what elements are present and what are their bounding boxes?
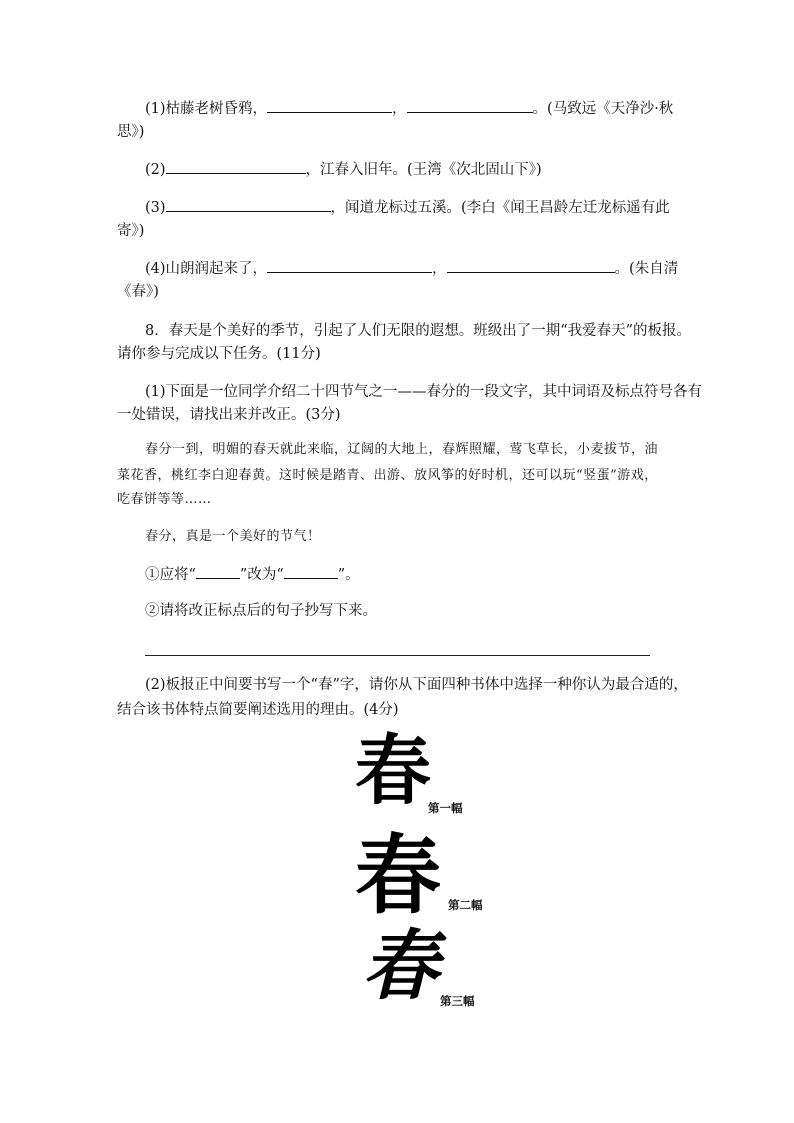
calligraphy-sample-2: 春 [355,825,441,926]
calligraphy-caption-1: 第一幅 [428,801,463,815]
calligraphy-sample-1: 春 [355,726,431,815]
q7-item1-source: 。(马致远《天净沙·秋 [532,101,674,117]
q8-sub1-line [145,564,360,586]
calligraphy-sample-3: 春 [362,921,438,1010]
q8-sub2-line: ②请将改正标点后的句子抄写下来。 [145,603,377,619]
q8-sub1-blank-a[interactable] [196,564,240,579]
q7-item1-blank-a[interactable] [267,98,392,113]
q8-sub1-middle: ”改为“ [239,567,284,583]
q7-item3-prefix: (3) [145,200,166,216]
passage-line3: 吃春饼等等…… [117,492,212,507]
q8-part2-line2: 结合该书体特点简要阐述选用的理由。(4分) [117,702,399,718]
q7-item2-blank[interactable] [166,159,306,174]
q7-item1-blank-b[interactable] [407,98,533,113]
q7-item1-line [145,98,673,120]
q8-part2-line1: (2)板报正中间要书写一个“春”字，请你从下面四种书体中选择一种你认为最合适的， [145,677,688,693]
q7-item2-prefix: (2) [145,162,166,178]
q7-item2-source: ，江春入旧年。(王湾《次北固山下》) [305,162,542,178]
q7-item4-source: 。(朱自清 [614,261,679,277]
calligraphy-caption-2: 第二幅 [448,898,483,912]
q7-item3-cont: 寄》) [117,223,145,239]
q7-item4-blank-a[interactable] [267,258,432,273]
q7-item3-blank[interactable] [166,197,331,212]
calligraphy-caption-3: 第三幅 [440,994,475,1008]
q7-item4-line [145,258,678,280]
passage-line1: 春分一到，明媚的春天就此来临，辽阔的大地上，春辉照耀，莺飞草长，小麦拔节，油 [145,442,659,457]
q8-part1-line2: 一处错误，请找出来并改正。(3分) [117,407,341,423]
q7-item3-source: ，闻道龙标过五溪。(李白《闻王昌龄左迁龙标遥有此 [330,200,670,216]
answer-line[interactable] [145,655,650,656]
q7-item1-cont: 思》) [117,124,145,140]
q7-item1-prefix: (1)枯藤老树昏鸦， [145,101,268,117]
q8-sub1-blank-b[interactable] [284,564,338,579]
q7-item1-comma: ， [392,101,407,117]
passage-line4: 春分，真是一个美好的节气！ [145,529,321,544]
q8-stem-line2: 请你参与完成以下任务。(11分) [117,346,321,362]
q8-stem-line1: 8．春天是个美好的季节，引起了人们无限的遐想。班级出了一期“我爱春天”的板报。 [145,323,692,339]
q7-item4-blank-b[interactable] [447,258,615,273]
q8-sub1-prefix: ①应将“ [145,567,196,583]
q7-item4-comma: ， [432,261,447,277]
q8-sub1-suffix: ”。 [337,567,360,583]
q7-item4-prefix: (4)山朗润起来了， [145,261,268,277]
q7-item3-line [145,197,670,219]
q7-item4-cont: 《春》) [117,284,159,300]
passage-line2: 菜花香，桃红李白迎春黄。这时候是踏青、出游、放风筝的好时机，还可以玩“竖蛋”游戏， [117,468,658,483]
q7-item2-line [145,159,542,181]
q8-part1-line1: (1)下面是一位同学介绍二十四节气之一——春分的一段文字，其中词语及标点符号各有 [145,384,703,400]
